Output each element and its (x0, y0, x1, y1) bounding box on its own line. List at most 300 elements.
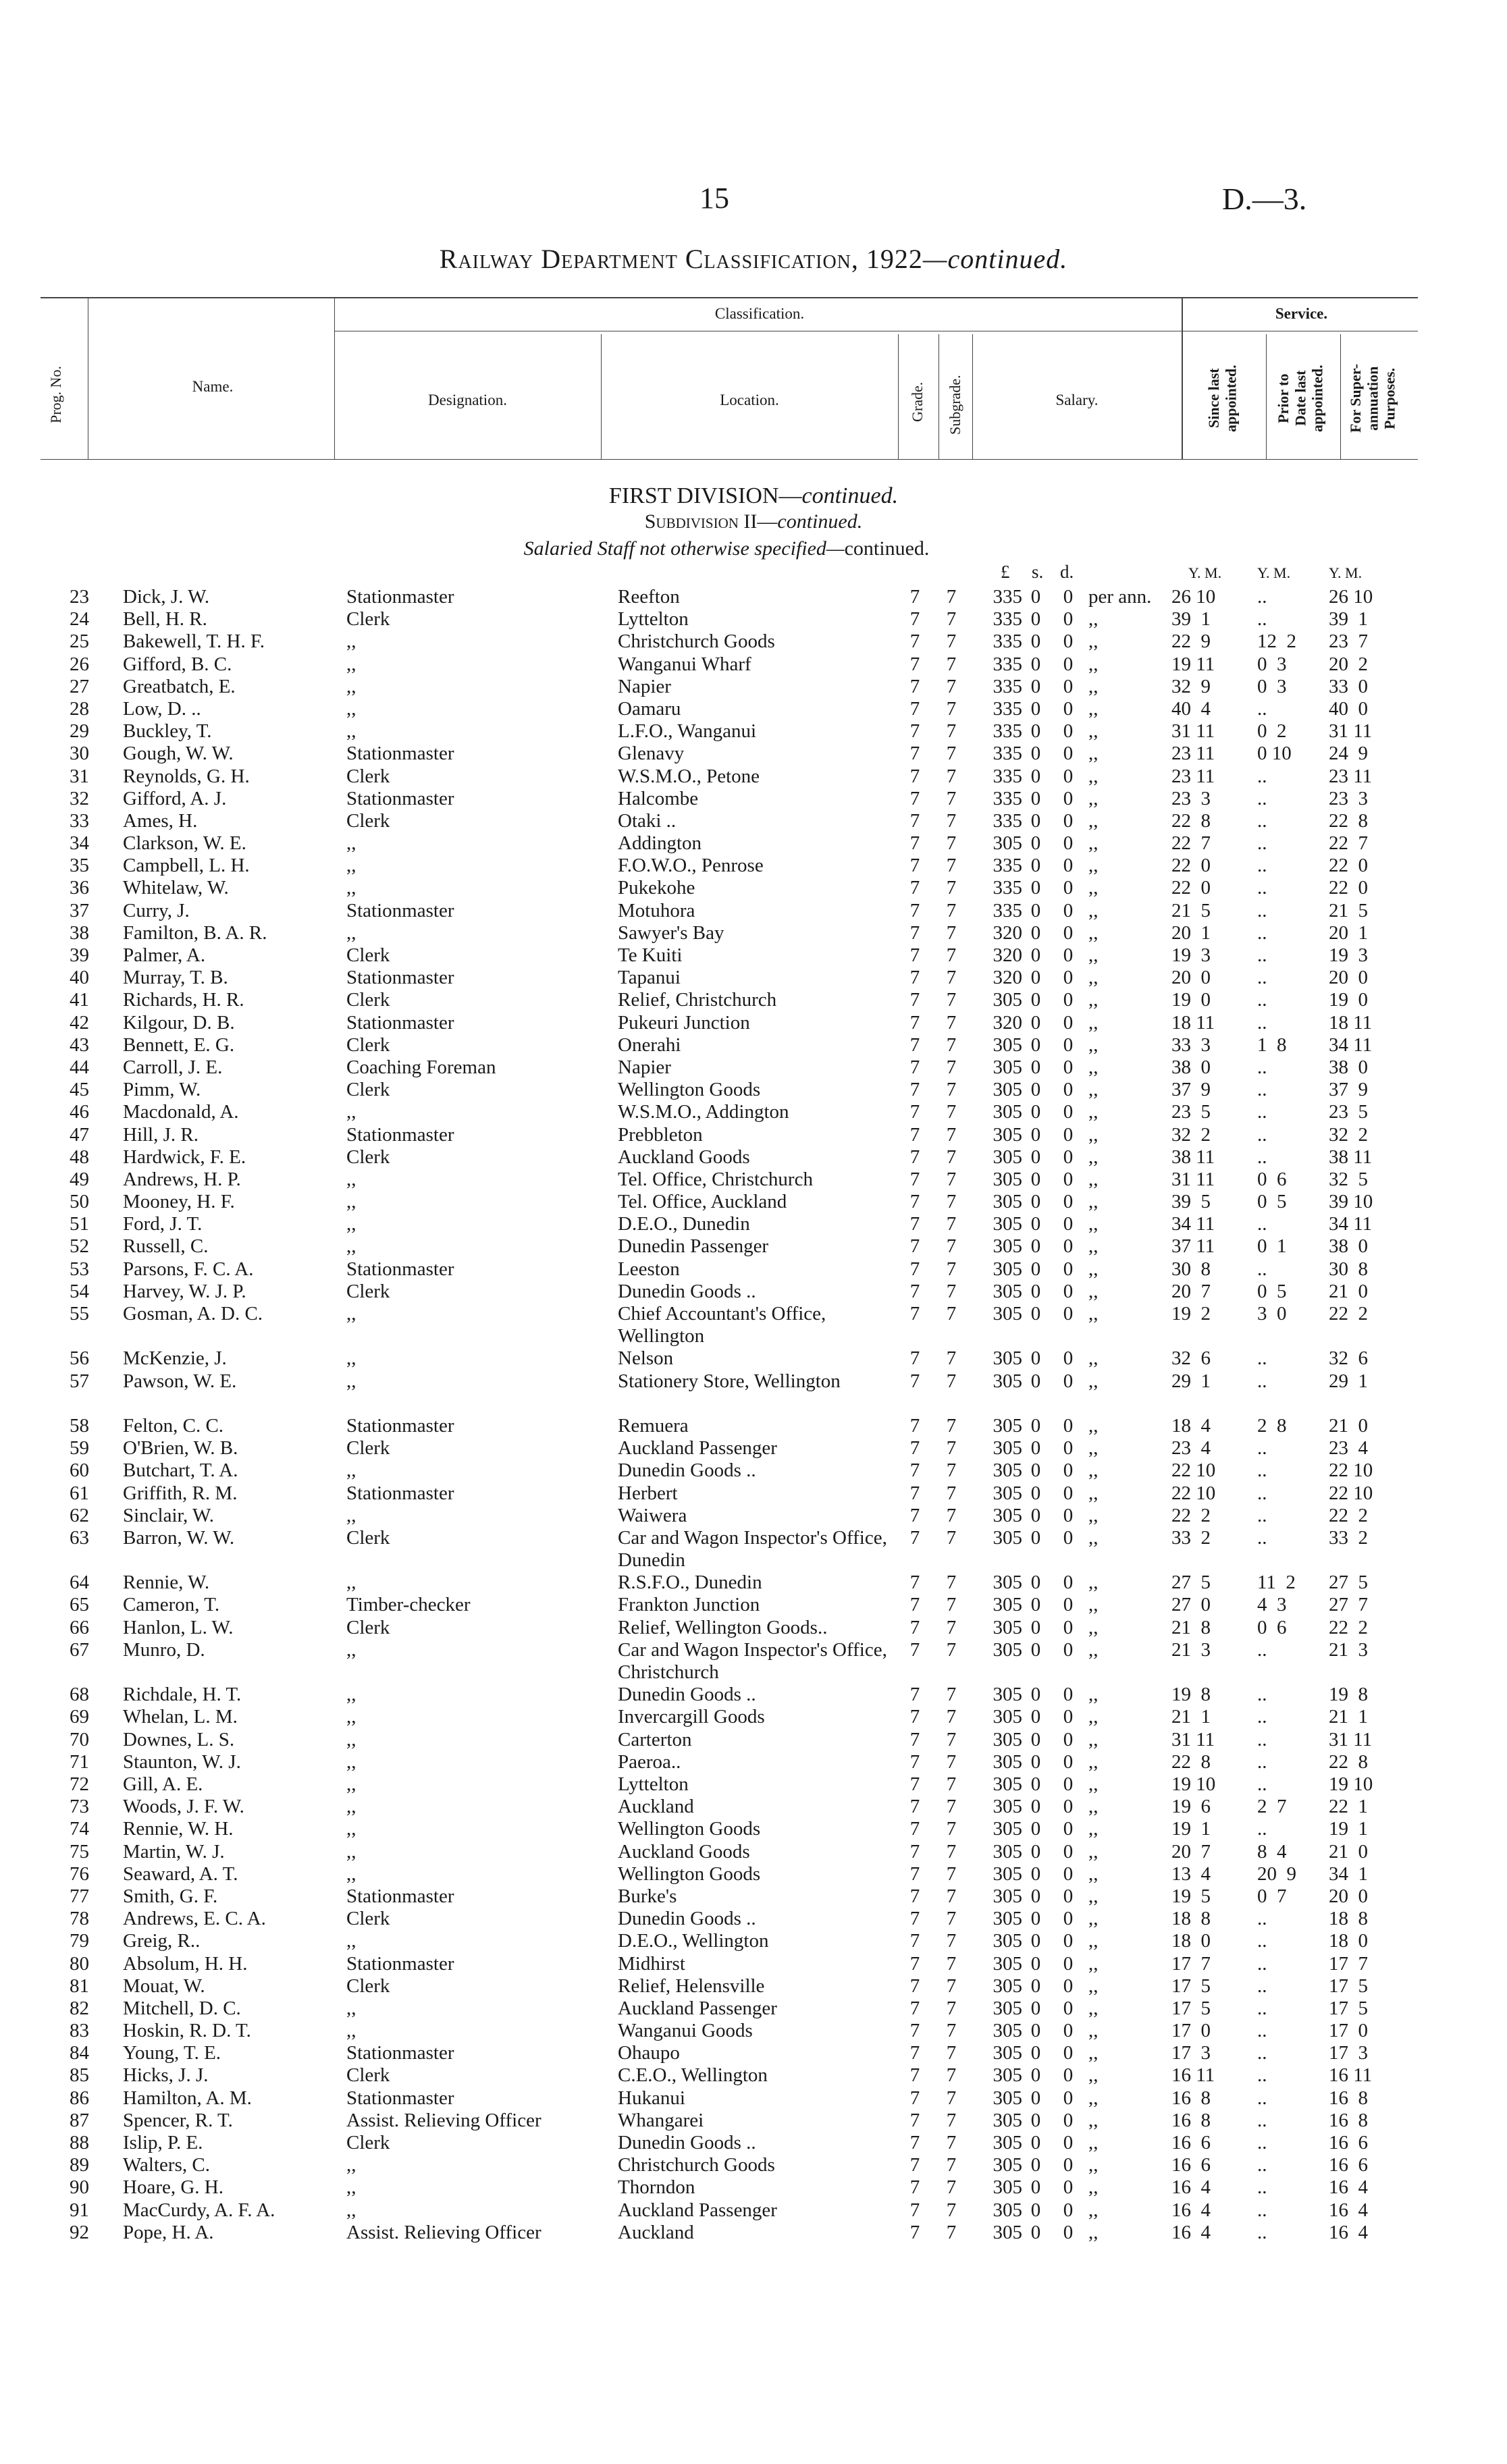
salary-period: ,, (1088, 743, 1099, 765)
staff-name: Cameron, T. (123, 1594, 220, 1616)
grade: 7 (909, 720, 920, 743)
salary-shillings: 0 (1030, 1818, 1041, 1840)
designation: ,, (346, 832, 356, 855)
row-number: 29 (70, 720, 89, 743)
grade: 7 (909, 877, 920, 899)
grade: 7 (909, 1773, 920, 1795)
row-number: 62 (70, 1504, 89, 1526)
salary-pence: 0 (1063, 1414, 1074, 1437)
service-since-last: 16 4 (1171, 2176, 1211, 2199)
location: L.F.O., Wanganui (618, 720, 757, 743)
row-number: 34 (70, 832, 89, 855)
designation: ,, (346, 1213, 356, 1235)
divider (1340, 334, 1341, 459)
salary-period: ,, (1088, 832, 1099, 855)
staff-name: Islip, P. E. (123, 2132, 203, 2153)
salary-period: ,, (1088, 1728, 1099, 1750)
designation: ,, (346, 2154, 356, 2176)
salary-pence: 0 (1063, 1011, 1074, 1034)
grade: 7 (909, 1370, 920, 1392)
service-prior: 0 10 (1257, 743, 1292, 765)
pound-unit: £ (1001, 562, 1010, 582)
service-since-last: 19 3 (1171, 944, 1211, 966)
subgrade: 7 (946, 2154, 957, 2176)
service-superannuation: 21 0 (1329, 1280, 1368, 1302)
staff-name: Mooney, H. F. (123, 1191, 235, 1213)
service-since-last: 18 4 (1171, 1414, 1211, 1437)
salary-pounds: 305 (993, 989, 1022, 1011)
salary-shillings: 0 (1030, 877, 1041, 899)
service-superannuation: 27 7 (1329, 1594, 1368, 1616)
row-number: 40 (70, 967, 89, 989)
table-row (0, 1773, 1507, 1796)
service-since-last: 22 0 (1171, 877, 1211, 899)
table-row (0, 1505, 1507, 1527)
grade: 7 (909, 1750, 920, 1773)
service-superannuation: 17 7 (1329, 1952, 1368, 1975)
grade: 7 (909, 989, 920, 1011)
subgrade: 7 (946, 1280, 957, 1302)
subgrade: 7 (946, 2221, 957, 2243)
salary-pence: 0 (1063, 653, 1074, 675)
salary-period: ,, (1088, 1504, 1099, 1526)
salary-period: ,, (1088, 1011, 1099, 1034)
service-since-last: 22 8 (1171, 809, 1211, 832)
grade: 7 (909, 1034, 920, 1056)
salary-shillings: 0 (1030, 1594, 1041, 1616)
location: W.S.M.O., Petone (618, 765, 760, 787)
salary-shillings: 0 (1030, 1863, 1041, 1885)
grade: 7 (909, 1863, 920, 1885)
service-prior: .. (1257, 586, 1267, 608)
salary-pence: 0 (1063, 1213, 1074, 1235)
designation: Clerk (346, 944, 390, 966)
salary-period: per ann. (1088, 586, 1152, 608)
subgrade: 7 (946, 1616, 957, 1638)
salary-pence: 0 (1063, 675, 1074, 697)
salary-pounds: 305 (993, 1437, 1022, 1459)
salary-pence: 0 (1063, 1459, 1074, 1482)
salary-period: ,, (1088, 1258, 1099, 1280)
grade: 7 (909, 2199, 920, 2221)
subgrade: 7 (946, 1728, 957, 1750)
page-number: 15 (699, 182, 729, 215)
divider (972, 334, 973, 459)
designation: ,, (346, 1347, 356, 1370)
staff-name: Martin, W. J. (123, 1840, 225, 1863)
salary-pounds: 305 (993, 1908, 1022, 1930)
salary-pounds: 320 (993, 944, 1022, 966)
salary-period: ,, (1088, 697, 1099, 720)
service-prior: .. (1257, 1952, 1267, 1975)
salary-pounds: 305 (993, 1079, 1022, 1101)
staff-name: Smith, G. F. (123, 1885, 218, 1907)
salary-period: ,, (1088, 1280, 1099, 1302)
service-prior: .. (1257, 2109, 1267, 2131)
service-prior: .. (1257, 2154, 1267, 2176)
salary-pounds: 305 (993, 1235, 1022, 1258)
salary-pounds: 305 (993, 1818, 1022, 1840)
designation: ,, (346, 921, 356, 944)
divider (898, 334, 899, 459)
designation: ,, (346, 1303, 356, 1324)
salary-pounds: 335 (993, 697, 1022, 720)
location: Stationery Store, Wellington (618, 1370, 841, 1392)
grade: 7 (909, 2154, 920, 2176)
service-since-last: 16 6 (1171, 2132, 1211, 2153)
grade: 7 (909, 1011, 920, 1034)
subgrade: 7 (946, 2087, 957, 2109)
subgrade: 7 (946, 1303, 957, 1324)
service-since-last: 19 2 (1171, 1303, 1211, 1324)
salary-period: ,, (1088, 787, 1099, 809)
service-since-last: 37 11 (1171, 1235, 1215, 1258)
service-prior: .. (1257, 1997, 1267, 2019)
location: Invercargill Goods (618, 1706, 765, 1728)
page-title (0, 243, 1507, 275)
service-superannuation: 23 7 (1329, 631, 1368, 653)
salary-shillings: 0 (1030, 1011, 1041, 1034)
service-since-last: 19 6 (1171, 1796, 1211, 1818)
service-superannuation: 38 0 (1329, 1056, 1368, 1078)
row-number: 55 (70, 1303, 89, 1324)
salary-period: ,, (1088, 899, 1099, 921)
service-prior: .. (1257, 989, 1267, 1011)
grade: 7 (909, 1437, 920, 1459)
subgrade: 7 (946, 877, 957, 899)
col-salary: Salary. (1055, 392, 1099, 408)
designation: Clerk (346, 1975, 390, 1997)
subgrade: 7 (946, 832, 957, 855)
staff-name: O'Brien, W. B. (123, 1437, 238, 1459)
salary-pounds: 320 (993, 967, 1022, 989)
salary-pence: 0 (1063, 899, 1074, 921)
salary-pounds: 335 (993, 877, 1022, 899)
table-row (0, 1684, 1507, 1706)
subgrade: 7 (946, 809, 957, 832)
service-since-last: 20 1 (1171, 921, 1211, 944)
salary-shillings: 0 (1030, 1706, 1041, 1728)
service-superannuation: 31 11 (1329, 1728, 1373, 1750)
staff-name: Whitelaw, W. (123, 877, 229, 899)
location: Tel. Office, Christchurch (618, 1168, 813, 1190)
table-row (0, 1751, 1507, 1773)
table-row (0, 855, 1507, 877)
subgrade: 7 (946, 1572, 957, 1594)
designation: ,, (346, 1101, 356, 1123)
service-superannuation: 22 10 (1329, 1482, 1373, 1504)
salary-pence: 0 (1063, 1123, 1074, 1146)
subgrade: 7 (946, 1437, 957, 1459)
service-since-last: 22 0 (1171, 855, 1211, 877)
row-number: 50 (70, 1191, 89, 1213)
salary-shillings: 0 (1030, 1146, 1041, 1168)
service-prior: .. (1257, 2020, 1267, 2042)
staff-name: Gill, A. E. (123, 1773, 203, 1795)
row-number: 58 (70, 1414, 89, 1437)
row-number: 78 (70, 1908, 89, 1930)
salary-shillings: 0 (1030, 2109, 1041, 2131)
service-since-last: 22 7 (1171, 832, 1211, 855)
service-superannuation: 20 2 (1329, 653, 1368, 675)
salary-period: ,, (1088, 1347, 1099, 1370)
table-row (0, 2176, 1507, 2199)
salary-pence: 0 (1063, 1638, 1074, 1661)
salary-pounds: 305 (993, 2020, 1022, 2042)
salary-pence: 0 (1063, 944, 1074, 966)
salary-pence: 0 (1063, 1706, 1074, 1728)
service-since-last: 19 5 (1171, 1885, 1211, 1907)
table-row (0, 2132, 1507, 2154)
salary-shillings: 0 (1030, 832, 1041, 855)
staff-name: Sinclair, W. (123, 1504, 214, 1526)
table-row (0, 720, 1507, 743)
designation: Stationmaster (346, 899, 454, 921)
subgrade: 7 (946, 608, 957, 631)
staff-name: Pawson, W. E. (123, 1370, 237, 1392)
salary-shillings: 0 (1030, 944, 1041, 966)
designation: ,, (346, 1572, 356, 1594)
table-row (0, 1370, 1507, 1415)
salary-period: ,, (1088, 1863, 1099, 1885)
service-since-last: 19 1 (1171, 1818, 1211, 1840)
salary-pounds: 335 (993, 675, 1022, 697)
staff-name: Hanlon, L. W. (123, 1616, 234, 1638)
subgrade: 7 (946, 697, 957, 720)
salary-pence: 0 (1063, 1146, 1074, 1168)
salary-shillings: 0 (1030, 1638, 1041, 1661)
salary-shillings: 0 (1030, 1347, 1041, 1370)
service-prior: 20 9 (1257, 1863, 1296, 1885)
service-superannuation: 19 10 (1329, 1773, 1373, 1795)
table-row (0, 1169, 1507, 1191)
location: Dunedin Goods .. (618, 1280, 756, 1302)
salary-shillings: 0 (1030, 1930, 1041, 1952)
designation: ,, (346, 1191, 356, 1213)
service-prior: 0 2 (1257, 720, 1287, 743)
table-row (0, 1281, 1507, 1303)
designation: Stationmaster (346, 967, 454, 989)
salary-period: ,, (1088, 1952, 1099, 1975)
salary-shillings: 0 (1030, 1975, 1041, 1997)
staff-name: Harvey, W. J. P. (123, 1280, 246, 1302)
salary-pence: 0 (1063, 2154, 1074, 2176)
salary-period: ,, (1088, 1997, 1099, 2019)
header-top-rule (41, 297, 1418, 298)
col-location: Location. (720, 392, 779, 408)
salary-pounds: 305 (993, 2221, 1022, 2243)
service-superannuation: 22 8 (1329, 1750, 1368, 1773)
subgrade: 7 (946, 1191, 957, 1213)
service-since-last: 18 11 (1171, 1011, 1215, 1034)
subgrade: 7 (946, 1796, 957, 1818)
row-number: 28 (70, 697, 89, 720)
salary-pence: 0 (1063, 1056, 1074, 1078)
salary-pounds: 335 (993, 855, 1022, 877)
service-superannuation: 22 10 (1329, 1459, 1373, 1482)
salary-pounds: 305 (993, 1885, 1022, 1907)
location: Auckland Passenger (618, 1437, 777, 1459)
grade: 7 (909, 1235, 920, 1258)
service-superannuation: 27 5 (1329, 1572, 1368, 1594)
row-number: 37 (70, 899, 89, 921)
row-number: 41 (70, 989, 89, 1011)
service-superannuation: 18 11 (1329, 1011, 1373, 1034)
salary-pounds: 305 (993, 2042, 1022, 2064)
salary-period: ,, (1088, 1572, 1099, 1594)
division-continued: continued. (801, 483, 899, 508)
subgrade: 7 (946, 1504, 957, 1526)
subgrade: 7 (946, 1684, 957, 1706)
staff-text: Salaried Staff not otherwise specified— (523, 537, 845, 560)
staff-name: Whelan, L. M. (123, 1706, 238, 1728)
divider (1266, 334, 1267, 459)
service-superannuation: 22 2 (1329, 1504, 1368, 1526)
designation: ,, (346, 697, 356, 720)
designation: ,, (346, 675, 356, 697)
service-prior: .. (1257, 1213, 1267, 1235)
salary-shillings: 0 (1030, 586, 1041, 608)
location: Sawyer's Bay (618, 921, 724, 944)
service-since-last: 19 11 (1171, 653, 1215, 675)
table-row (0, 1459, 1507, 1482)
salary-pence: 0 (1063, 1773, 1074, 1795)
salary-pounds: 335 (993, 899, 1022, 921)
salary-period: ,, (1088, 675, 1099, 697)
service-prior: .. (1257, 855, 1267, 877)
salary-shillings: 0 (1030, 1056, 1041, 1078)
staff-name: Dick, J. W. (123, 586, 210, 608)
salary-period: ,, (1088, 1684, 1099, 1706)
service-since-last: 20 0 (1171, 967, 1211, 989)
service-since-last: 22 10 (1171, 1482, 1216, 1504)
row-number: 52 (70, 1235, 89, 1258)
salary-period: ,, (1088, 1303, 1099, 1324)
staff-name: Greatbatch, E. (123, 675, 236, 697)
col-superannuation: For Super- annuation Purposes. (1347, 363, 1398, 433)
service-superannuation: 18 8 (1329, 1908, 1368, 1930)
salary-pence: 0 (1063, 743, 1074, 765)
salary-period: ,, (1088, 2109, 1099, 2131)
grade: 7 (909, 1101, 920, 1123)
staff-name: Richdale, H. T. (123, 1684, 242, 1706)
service-prior: .. (1257, 1930, 1267, 1952)
salary-pounds: 305 (993, 1997, 1022, 2019)
salary-pence: 0 (1063, 1258, 1074, 1280)
subgrade: 7 (946, 899, 957, 921)
designation: Clerk (346, 2064, 390, 2087)
salary-pence: 0 (1063, 2064, 1074, 2087)
salary-pence: 0 (1063, 586, 1074, 608)
service-since-last: 33 2 (1171, 1526, 1211, 1549)
staff-name: Clarkson, W. E. (123, 832, 246, 855)
service-since-last: 27 5 (1171, 1572, 1211, 1594)
table-row (0, 1953, 1507, 1975)
service-since-last: 17 5 (1171, 1975, 1211, 1997)
location: Wellington Goods (618, 1863, 761, 1885)
service-since-last: 22 8 (1171, 1750, 1211, 1773)
salary-pounds: 305 (993, 1459, 1022, 1482)
salary-pence: 0 (1063, 1750, 1074, 1773)
subgrade: 7 (946, 1773, 957, 1795)
subgrade: 7 (946, 586, 957, 608)
location: Auckland (618, 1796, 694, 1818)
service-superannuation: 19 0 (1329, 989, 1368, 1011)
subgrade: 7 (946, 2199, 957, 2221)
salary-period: ,, (1088, 2176, 1099, 2199)
location: Dunedin Goods .. (618, 1908, 756, 1930)
subgrade: 7 (946, 1123, 957, 1146)
salary-shillings: 0 (1030, 967, 1041, 989)
table-row (0, 1056, 1507, 1079)
subgrade: 7 (946, 1414, 957, 1437)
service-superannuation: 16 8 (1329, 2109, 1368, 2131)
title-text: Railway Department Classification, 1922 (439, 244, 923, 274)
designation: ,, (346, 855, 356, 877)
service-prior: .. (1257, 1370, 1267, 1392)
salary-period: ,, (1088, 1235, 1099, 1258)
salary-pence: 0 (1063, 2199, 1074, 2221)
salary-pounds: 320 (993, 921, 1022, 944)
subgrade: 7 (946, 1863, 957, 1885)
row-number: 64 (70, 1572, 89, 1594)
row-number: 33 (70, 809, 89, 832)
title-continued: —continued. (922, 244, 1068, 274)
service-prior: .. (1257, 2199, 1267, 2221)
service-prior: .. (1257, 1750, 1267, 1773)
service-superannuation: 26 10 (1329, 586, 1373, 608)
location: Chief Accountant's Office, Wellington (618, 1303, 826, 1347)
staff-name: Seaward, A. T. (123, 1863, 238, 1885)
grade: 7 (909, 1594, 920, 1616)
grade: 7 (909, 1258, 920, 1280)
staff-name: Woods, J. F. W. (123, 1796, 244, 1818)
subgrade: 7 (946, 1168, 957, 1190)
salary-period: ,, (1088, 2020, 1099, 2042)
service-prior: 0 5 (1257, 1280, 1287, 1302)
location: Thorndon (618, 2176, 695, 2199)
subgrade: 7 (946, 1638, 957, 1661)
service-since-last: 37 9 (1171, 1079, 1211, 1101)
salary-shillings: 0 (1030, 1750, 1041, 1773)
salary-pounds: 305 (993, 1370, 1022, 1392)
staff-name: Rennie, W. H. (123, 1818, 234, 1840)
designation: Assist. Relieving Officer (346, 2221, 541, 2243)
service-prior: .. (1257, 809, 1267, 832)
staff-name: Hoare, G. H. (123, 2176, 223, 2199)
grade: 7 (909, 944, 920, 966)
location: Otaki .. (618, 809, 677, 832)
service-prior: .. (1257, 1638, 1267, 1661)
location: D.E.O., Dunedin (618, 1213, 750, 1235)
row-number: 51 (70, 1213, 89, 1235)
location: Midhirst (618, 1952, 685, 1975)
service-since-last: 20 7 (1171, 1840, 1211, 1863)
subgrade: 7 (946, 1706, 957, 1728)
salary-shillings: 0 (1030, 1728, 1041, 1750)
service-superannuation: 17 5 (1329, 1997, 1368, 2019)
salary-pence: 0 (1063, 2176, 1074, 2199)
service-prior: .. (1257, 967, 1267, 989)
table-header (41, 297, 1418, 466)
service-superannuation: 16 4 (1329, 2221, 1368, 2243)
location: Napier (618, 1056, 671, 1078)
salary-pounds: 305 (993, 1750, 1022, 1773)
row-number: 71 (70, 1750, 89, 1773)
table-row (0, 1235, 1507, 1258)
staff-name: Greig, R.. (123, 1930, 201, 1952)
location: Car and Wagon Inspector's Office, Christchurch (618, 1638, 887, 1683)
